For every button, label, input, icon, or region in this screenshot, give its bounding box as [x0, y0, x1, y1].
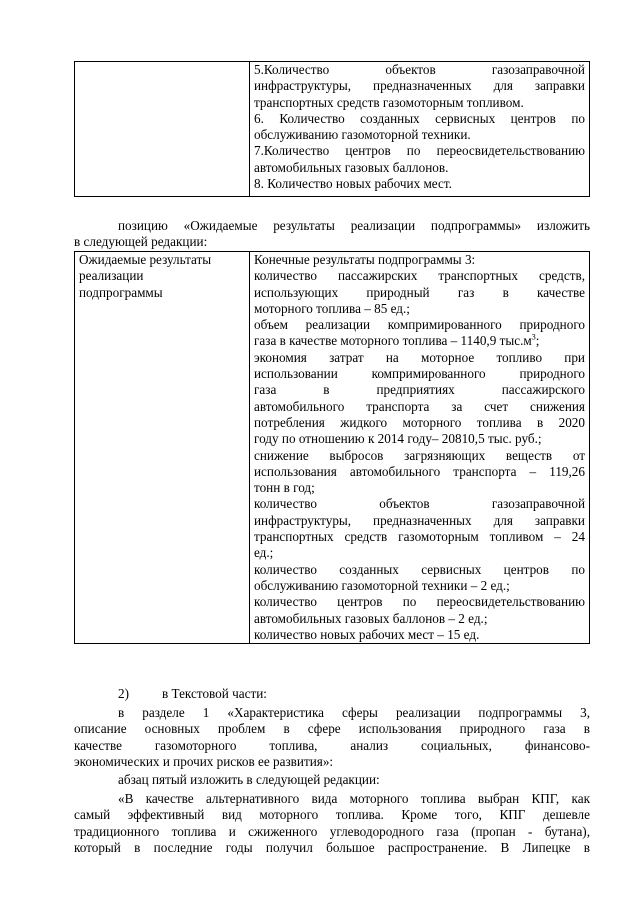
- text-line: газа в предприятиях пассажирского: [254, 382, 585, 398]
- text-line: «В качестве альтернативного вида моторного топлива выбран КПГ, как: [118, 791, 590, 806]
- text-line: использовании компримированного природного: [254, 366, 585, 382]
- text-line: в разделе 1 «Характеристика сферы реализации подпрограммы 3,: [118, 705, 590, 720]
- text-line: подпрограммы: [79, 284, 163, 300]
- text-line: который в последние годы получил большое распространение. В Липецке в: [74, 839, 590, 855]
- text-line: объем реализации компримированного природного: [254, 317, 585, 333]
- text-line: инфраструктуры, предназначенных для заправки: [254, 512, 585, 528]
- expected-results-table: [74, 251, 590, 644]
- text-line: использования автомобильного транспорта – 119,26: [254, 463, 585, 479]
- table-cell-label: [75, 252, 250, 644]
- text-line: самый эффективный вид моторного топлива. Кроме того, КПГ дешевле: [74, 807, 590, 823]
- text-line: обслуживанию газомоторной техники.: [254, 127, 471, 143]
- text-line: тонн в год;: [254, 480, 315, 496]
- text-line: абзац пятый изложить в следующей редакции:: [118, 772, 380, 787]
- text-line: моторного топлива – 85 ед.;: [254, 300, 410, 316]
- text-line: автомобильного транспорта за счет снижения: [254, 398, 585, 414]
- text-line: Ожидаемые результаты: [79, 252, 212, 267]
- quote-paragraph: [74, 791, 590, 856]
- text-line: автомобильных газовых баллонов – 2 ед.;: [254, 610, 488, 626]
- text-line: 8. Количество новых рабочих мест.: [254, 176, 452, 192]
- text-line: потребления жидкого моторного топлива в 2020: [254, 414, 585, 430]
- indicators-table: [74, 61, 590, 197]
- text-line: использующих природный газ в качестве: [254, 284, 585, 300]
- text-line: снижение выбросов загрязняющих веществ от: [254, 447, 585, 463]
- text-line: реализации: [79, 268, 144, 284]
- intro-paragraph: [74, 218, 590, 251]
- text-line: качестве газомоторного топлива, анализ социальных, финансово-: [74, 737, 590, 753]
- text-line: инфраструктуры, предназначенных для заправки: [254, 78, 585, 94]
- table-cell-indicators: [250, 62, 590, 197]
- text-line: транспортных средств газомоторным топливом.: [254, 94, 524, 110]
- text-line: Конечные результаты подпрограммы 3:: [254, 252, 476, 267]
- text-line: традиционного топлива и сжиженного углеводородного газа (пропан - бутана),: [74, 823, 590, 839]
- text-line: обслуживанию газомоторной техники – 2 ед.;: [254, 577, 510, 593]
- section-title: в Текстовой части:: [162, 686, 267, 701]
- instruction-paragraph: [74, 772, 590, 788]
- table-row: [75, 62, 590, 197]
- text-line: 6. Количество созданных сервисных центров по: [254, 110, 585, 126]
- section-number: 2): [118, 686, 129, 701]
- text-line: описание основных проблем в сфере использования природного газа в: [74, 721, 590, 737]
- text-line: транспортных средств газомоторным топливом – 24: [254, 529, 585, 545]
- body-paragraph: [74, 705, 590, 770]
- text-line: году по отношению к 2014 году– 20810,5 тыс. руб.;: [254, 431, 542, 447]
- text-line: позицию «Ожидаемые результаты реализации подпрограммы» изложить: [118, 218, 590, 233]
- text-line: количество объектов газозаправочной: [254, 496, 585, 512]
- superscript: 3: [531, 333, 536, 343]
- text-line: ед.;: [254, 545, 274, 561]
- text-line: количество новых рабочих мест – 15 ед.: [254, 626, 480, 642]
- text-line: экономических и прочих рисков ее развития»:: [74, 753, 334, 769]
- text-line: количество центров по переосвидетельствованию: [254, 594, 585, 610]
- text-line: 5.Количество объектов газозаправочной: [254, 62, 585, 77]
- text-line: количество созданных сервисных центров по: [254, 561, 585, 577]
- table-cell-results: [250, 252, 590, 644]
- text-line: газа в качестве моторного топлива – 1140,9 тыс.м: [254, 333, 532, 349]
- text-line: в следующей редакции:: [74, 234, 208, 250]
- table-row: [75, 252, 590, 644]
- text-line: количество пассажирских транспортных средств,: [254, 268, 585, 284]
- text-line-end: ;: [535, 333, 540, 349]
- text-line: 7.Количество центров по переосвидетельствованию: [254, 143, 585, 159]
- text-line: автомобильных газовых баллонов.: [254, 159, 449, 175]
- table-cell-empty: [75, 62, 250, 197]
- text-line-volume: [254, 333, 585, 349]
- text-line: экономия затрат на моторное топливо при: [254, 349, 585, 365]
